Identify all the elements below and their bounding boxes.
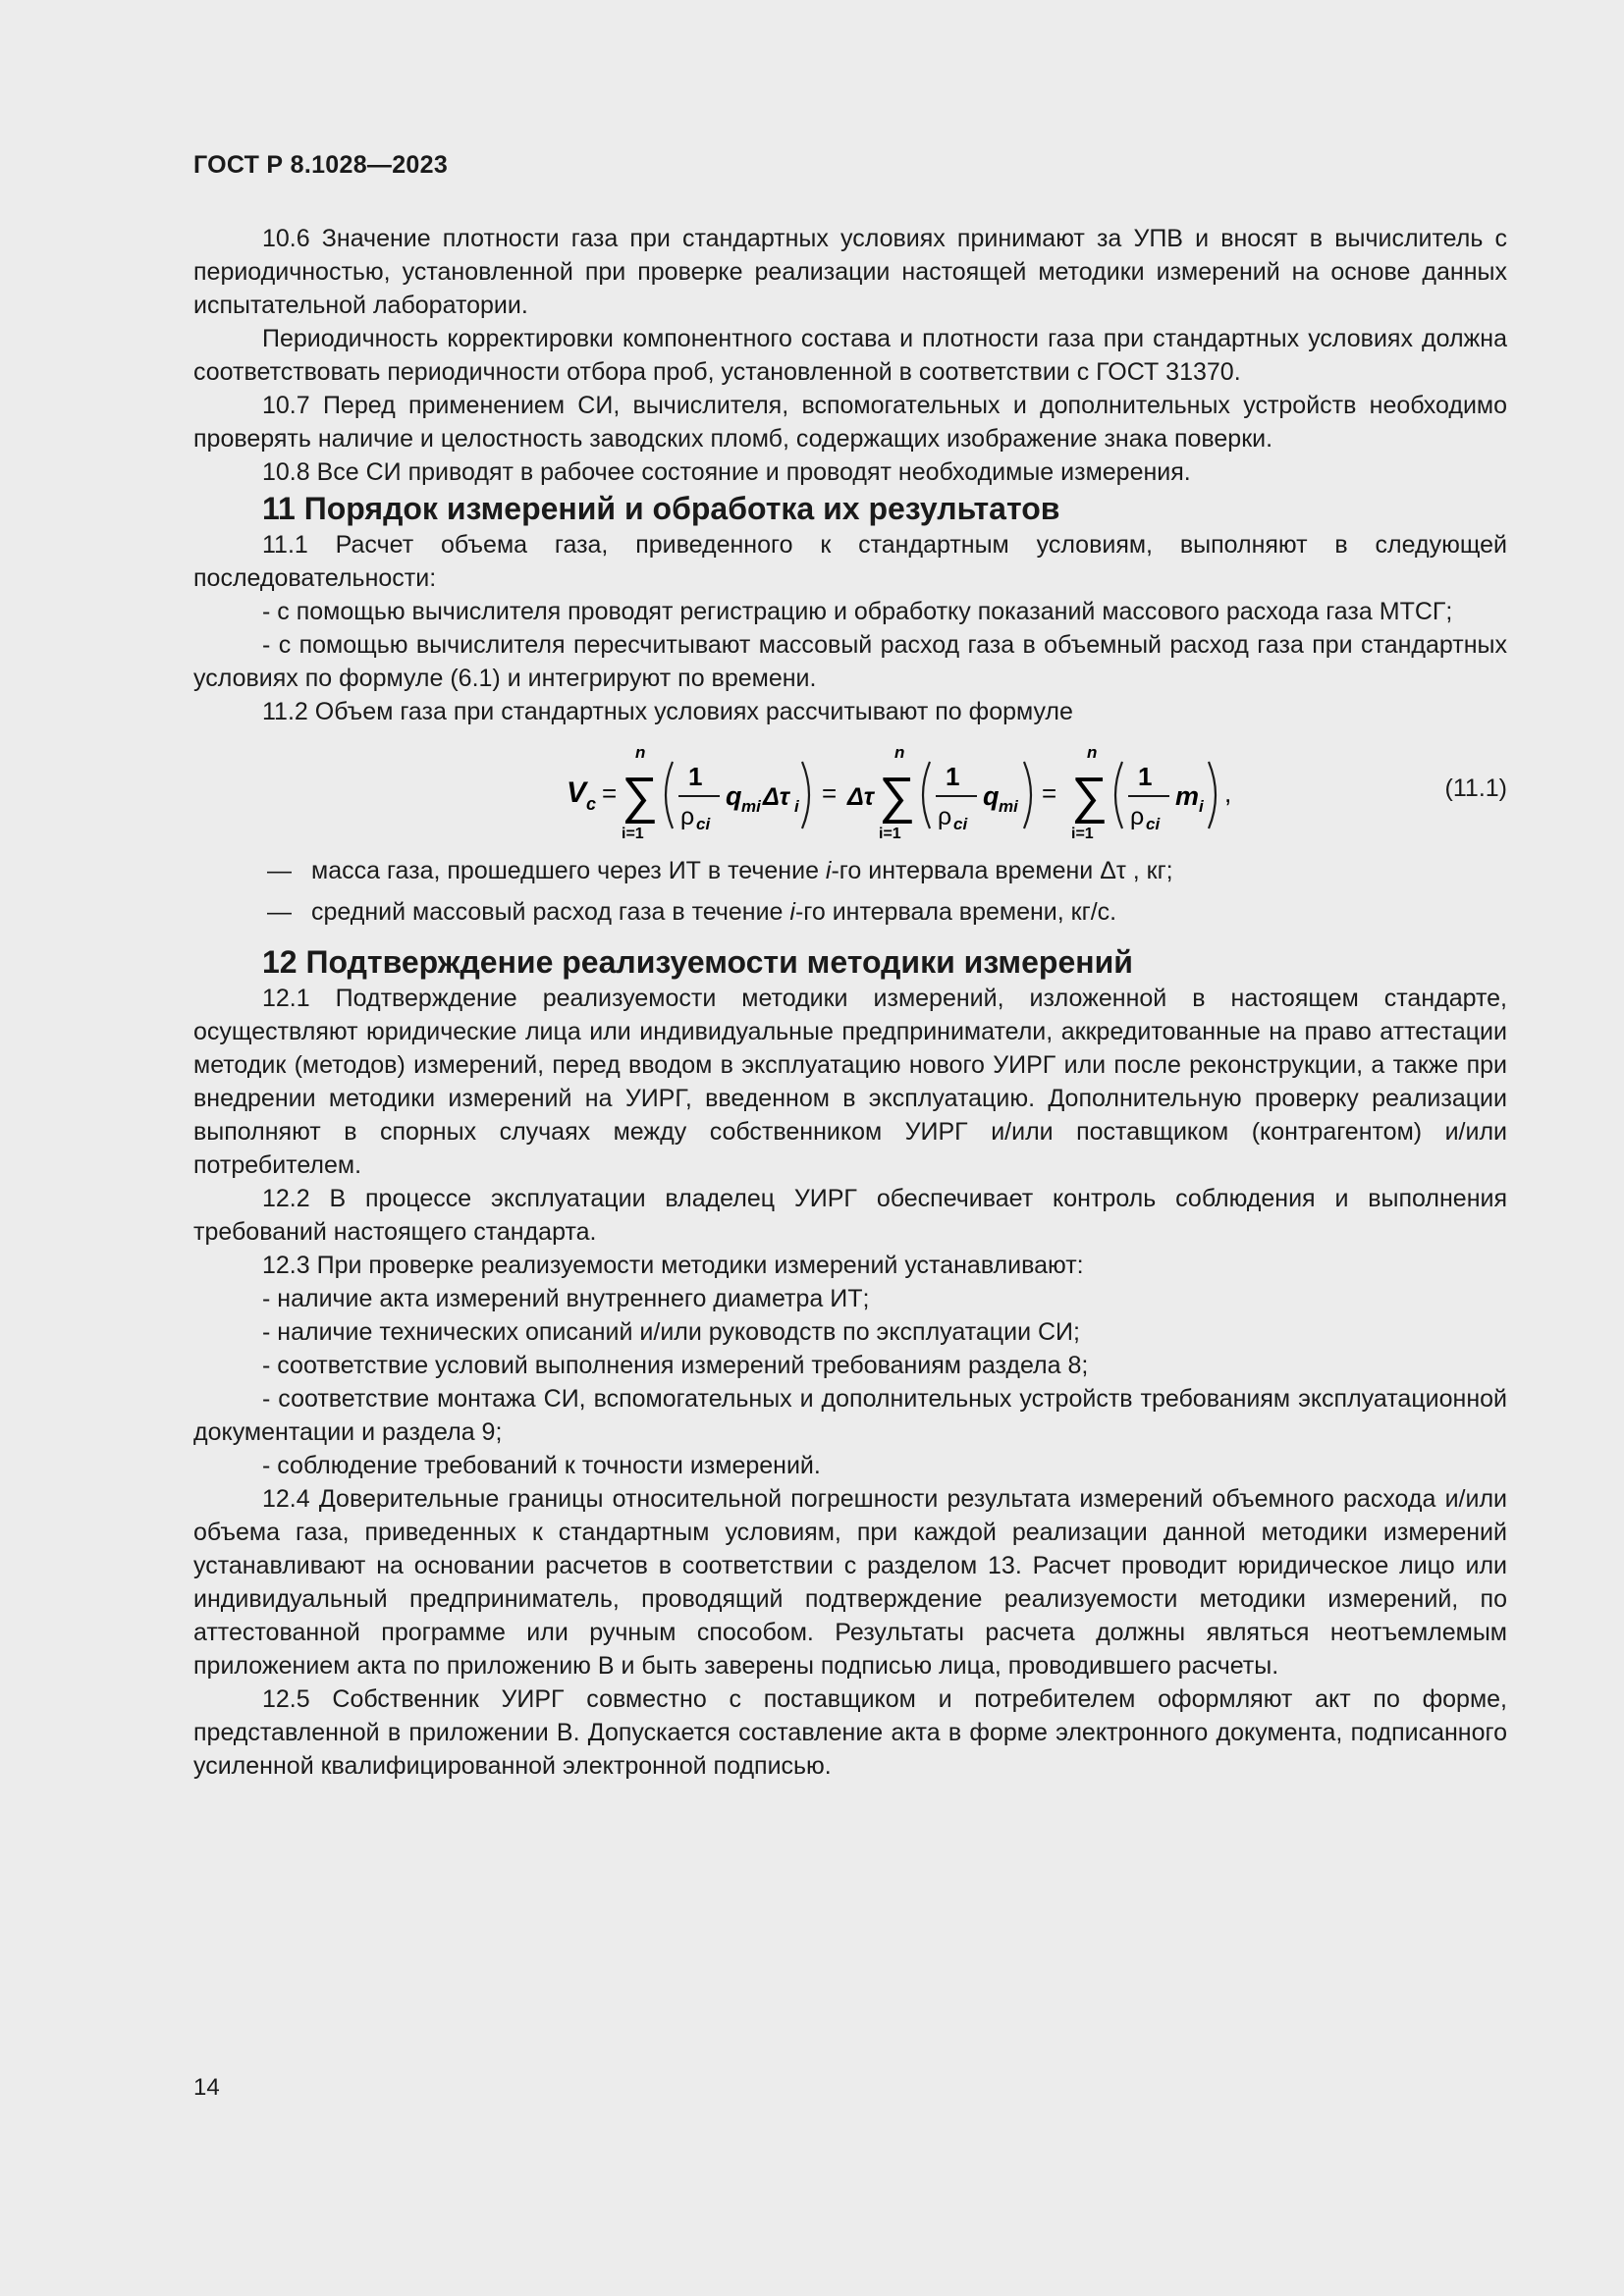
paragraph-10-7: 10.7 Перед применением СИ, вычислителя, вспомогательных и дополнительных устройств необходимо проверять наличие и целостность заводских пломб, содержащих изображение знака поверки. xyxy=(193,392,1507,453)
q-symbol: q xyxy=(726,781,742,811)
sum-lower: i=1 xyxy=(879,826,901,842)
sum-lower: i=1 xyxy=(1071,826,1094,842)
legend-text: масса газа, прошедшего через ИТ в течение i-го интервала времени Δτ , кг; xyxy=(311,857,1173,884)
formula-lhs-sub: c xyxy=(586,794,597,814)
paragraph-12-4: 12.4 Доверительные границы относительной погрешности результата измерений объемного расхода и/или объема газа, приведенных к стандартным условиям, при каждой реализации данной методики измерений устанавливают на основании расчетов в соответствии с разделом 13. Расчет проводит юридическое лицо или индивидуальный предприниматель, проводящий подтверждение реализуемости методики измерений, по аттестованной программе или ручным способом. Результаты расчета должны являться неотъемлемым приложением акта по приложению В и быть заверены подписью лица, проводившего расчеты. xyxy=(193,1485,1507,1680)
q-sub: mi xyxy=(741,797,761,816)
legend-dash: — xyxy=(267,857,292,884)
list-item: - соответствие условий выполнения измерений требованиям раздела 8; xyxy=(262,1352,1089,1379)
fraction-rho: ρ xyxy=(680,803,695,830)
formula-graphic xyxy=(567,736,1352,846)
paragraph-10-6: 10.6 Значение плотности газа при стандартных условиях принимают за УПВ и вносят в вычислитель с периодичностью, установленной при проверке реализации настоящей методики измерений на основе данных испытательной лаборатории. xyxy=(193,225,1507,319)
paragraph-12-1: 12.1 Подтверждение реализуемости методики измерений, изложенной в настоящем стандарте, осуществляют юридические лица или индивидуальные предприниматели, аккредитованные на право аттестации методик (методов) измерений, перед вводом в эксплуатацию нового УИРГ или после реконструкции, а также при внедрении методики измерений на УИРГ, введенном в эксплуатацию. Дополнительную проверку реализации выполняют в спорных случаях между собственником УИРГ и/или поставщиком (контрагентом) и/или потребителем. xyxy=(193,985,1507,1179)
paragraph-12-5: 12.5 Собственник УИРГ совместно с поставщиком и потребителем оформляют акт по форме, представленной в приложении В. Допускается составление акта в форме электронного документа, подписанного усиленной квалифицированной электронной подписью. xyxy=(193,1685,1507,1780)
paragraph-periodicity: Периодичность корректировки компонентного состава и плотности газа при стандартных условиях должна соответствовать периодичности отбора проб, установленной в соответствии с ГОСТ 31370. xyxy=(193,325,1507,386)
list-item: - наличие технических описаний и/или руководств по эксплуатации СИ; xyxy=(262,1318,1080,1346)
list-item: - наличие акта измерений внутреннего диаметра ИТ; xyxy=(262,1285,870,1312)
page-body xyxy=(193,222,1507,1783)
list-item: - соблюдение требований к точности измерений. xyxy=(262,1452,821,1479)
svg-text:,: , xyxy=(1224,778,1232,808)
sum-lower: i=1 xyxy=(622,826,644,842)
section-11-heading: 11 Порядок измерений и обработка их результатов xyxy=(262,491,1060,526)
fraction-rho: ρ xyxy=(938,803,952,830)
sum-sign: ∑ xyxy=(622,768,659,825)
fraction-rho-sub: ci xyxy=(696,815,711,833)
svg-text:=: = xyxy=(1042,778,1057,808)
list-item: - соответствие монтажа СИ, вспомогательных и дополнительных устройств требованиям эксплуатационной документации и раздела 9; xyxy=(193,1385,1507,1446)
list-item: - с помощью вычислителя пересчитывают массовый расход газа в объемный расход газа при стандартных условиях по формуле (6.1) и интегрируют по времени. xyxy=(193,631,1507,692)
fraction-numerator: 1 xyxy=(946,762,960,791)
fraction-numerator: 1 xyxy=(1138,762,1153,791)
tau-sub: i xyxy=(794,797,799,816)
section-12-heading: 12 Подтверждение реализуемости методики измерений xyxy=(262,944,1133,980)
svg-text:=: = xyxy=(822,778,838,808)
delta-tau: Δτ xyxy=(763,783,790,811)
m-sub: i xyxy=(1199,797,1204,816)
paragraph-10-8: 10.8 Все СИ приводят в рабочее состояние и проводят необходимые измерения. xyxy=(262,458,1191,486)
paragraph-12-3: 12.3 При проверке реализуемости методики измерений устанавливают: xyxy=(262,1252,1084,1279)
q-sub: mi xyxy=(999,797,1018,816)
fraction-rho: ρ xyxy=(1130,803,1145,830)
sum-sign: ∑ xyxy=(1071,768,1109,825)
m-symbol: m xyxy=(1175,781,1200,811)
delta-tau: Δτ xyxy=(847,783,875,811)
document-code: ГОСТ Р 8.1028—2023 xyxy=(193,151,449,179)
fraction-rho-sub: ci xyxy=(953,815,968,833)
sum-upper: n xyxy=(894,743,905,762)
page-number: 14 xyxy=(193,2074,220,2101)
q-symbol: q xyxy=(983,781,1000,811)
formula-lhs: V xyxy=(567,776,587,809)
legend-text: средний массовый расход газа в течение i-го интервала времени, кг/с. xyxy=(311,898,1117,926)
legend-dash: — xyxy=(267,898,292,926)
formula-equals: = xyxy=(602,778,618,808)
fraction-rho-sub: ci xyxy=(1146,815,1161,833)
fraction-numerator: 1 xyxy=(688,762,703,791)
sum-upper: n xyxy=(1087,743,1098,762)
paragraph-11-1: 11.1 Расчет объема газа, приведенного к стандартным условиям, выполняют в следующей последовательности: xyxy=(193,531,1507,592)
formula-legend xyxy=(193,854,1507,942)
formula-number: (11.1) xyxy=(1444,774,1507,802)
paragraph-12-2: 12.2 В процессе эксплуатации владелец УИРГ обеспечивает контроль соблюдения и выполнения требований настоящего стандарта. xyxy=(193,1185,1507,1246)
list-item: - с помощью вычислителя проводят регистрацию и обработку показаний массового расхода газа МТСГ; xyxy=(262,598,1453,625)
paragraph-11-2: 11.2 Объем газа при стандартных условиях рассчитывают по формуле xyxy=(262,698,1073,725)
sum-upper: n xyxy=(635,743,646,762)
formula-11-1 xyxy=(193,736,1507,846)
sum-sign: ∑ xyxy=(879,768,916,825)
